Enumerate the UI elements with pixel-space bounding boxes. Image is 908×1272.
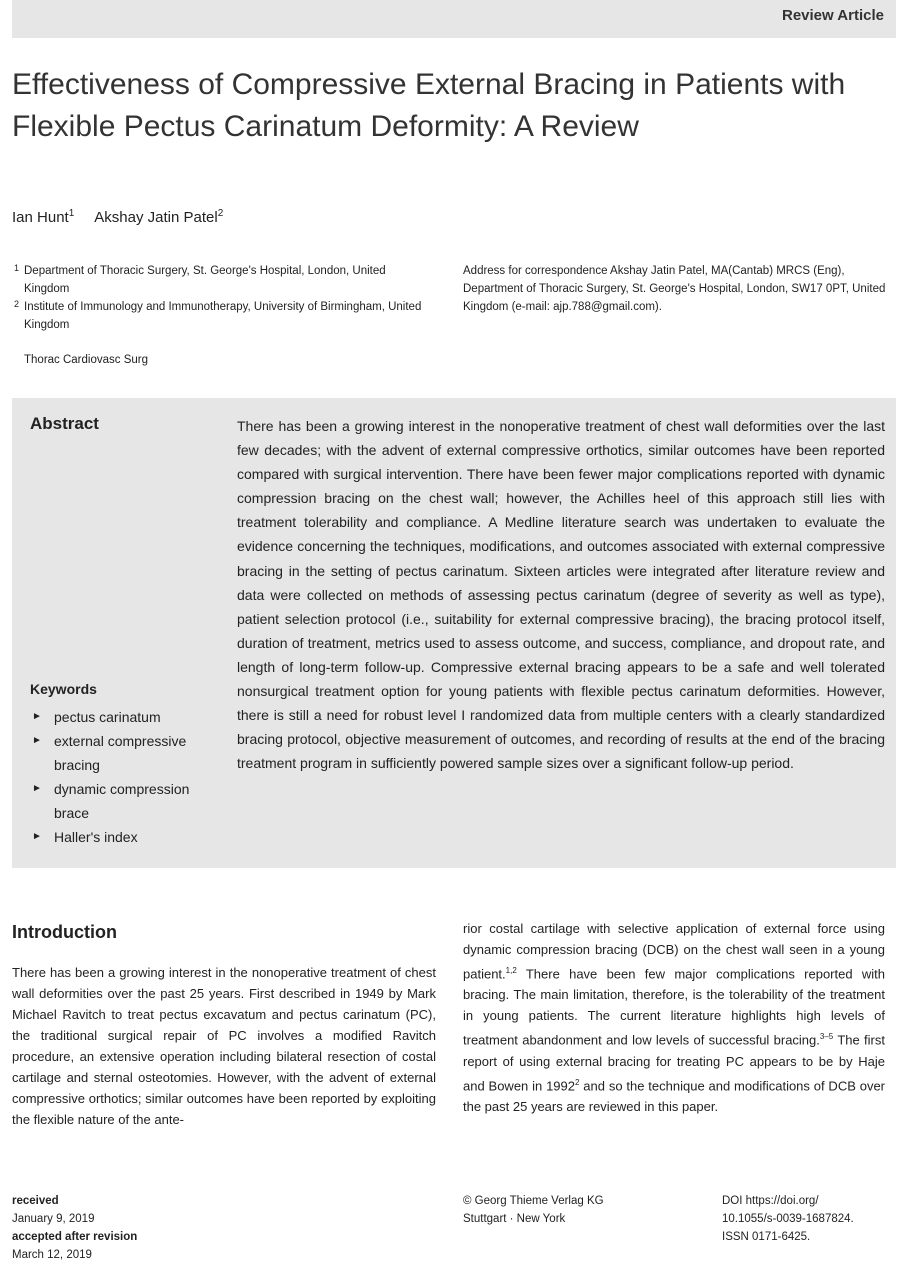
introduction-column-2 xyxy=(463,918,885,1117)
keyword-item xyxy=(32,705,222,729)
keyword-text: dynamic compression brace xyxy=(54,781,190,821)
author-affiliation-marker: 2 xyxy=(217,208,224,219)
citation-ref: 1,2 xyxy=(505,966,517,975)
article-type-label: Review Article xyxy=(782,7,884,24)
keyword-item xyxy=(32,825,222,849)
arrow-bullet-icon: ► xyxy=(32,783,42,794)
author-list xyxy=(12,208,223,226)
issn-line: ISSN 0171-6425. xyxy=(722,1231,811,1243)
citation-ref: 3–5 xyxy=(819,1032,834,1042)
author-name: Akshay Jatin Patel xyxy=(94,209,218,226)
keyword-item xyxy=(32,777,222,825)
article-title: Effectiveness of Compressive External Bracing in Patients with Flexible Pectus Carinatum Deformity: A Review xyxy=(12,68,846,143)
affiliation-item xyxy=(14,298,434,334)
intro-text-segment: and so the technique and modifications of DCB over the past 25 years are reviewed in this paper. xyxy=(463,1077,886,1114)
dates-block xyxy=(12,1192,137,1264)
affiliation-text: Institute of Immunology and Immunotherapy, University of Birmingham, United Kingdom xyxy=(24,301,422,331)
keyword-text: pectus carinatum xyxy=(54,709,161,725)
abstract-text: There has been a growing interest in the nonoperative treatment of chest wall deformities over the last few decades; with the advent of external compressive orthotics, similar outcomes have been reported compared with surgical intervention. There have been fewer major complications reported with dynamic compression bracing on the chest wall; however, the Achilles heel of this approach still lies with treatment tolerability and compliance. A Medline literature search was undertaken to evaluate the evidence concerning the techniques, modifications, and outcomes associated with external compressive bracing in the setting of pectus carinatum. Sixteen articles were integrated after literature review and data were collected on methods of assessing pectus carinatum (degree of severity as well as type), patient selection protocol (i.e., suitability for external compressive bracing), the bracing protocol itself, duration of treatment, metrics used to assess outcome, and success, compliance, and dropout rate, and length of long-term follow-up. Compressive external bracing appears to be a safe and well tolerated nonsurgical treatment option for young patients with flexible pectus carinatum deformities. However, there is still a need for robust level I randomized data from multiple centers with a clearly standardized bracing protocol, objective measurement of outcomes, and recording of results at the end of the bracing treatment program in sufficiently powered sample sizes over a significant follow-up period. xyxy=(237,418,885,772)
keywords-list xyxy=(32,705,222,849)
keywords-heading: Keywords xyxy=(30,681,97,697)
affiliation-number: 2 xyxy=(14,299,20,309)
affiliation-list xyxy=(14,262,434,334)
arrow-bullet-icon: ► xyxy=(32,711,42,722)
doi-line: 10.1055/s-0039-1687824. xyxy=(722,1213,854,1225)
affiliation-text: Department of Thoracic Surgery, St. George's Hospital, London, United Kingdom xyxy=(24,265,386,295)
affiliation-item xyxy=(14,262,434,298)
introduction-column-1: There has been a growing interest in the nonoperative treatment of chest wall deformities over the past 25 years. First described in 1949 by Mark Michael Ravitch to treat pectus excavatum and pectus carinatum (PC), the traditional surgical repair of PC involves a modified Ravitch procedure, an extensive operation including bilateral resection of costal cartilage and sternal osteotomies. However, with the advent of external compressive orthotics; similar outcomes have been reported by exploiting the flexible nature of the ante- xyxy=(12,965,436,1127)
arrow-bullet-icon: ► xyxy=(32,735,42,746)
abstract-heading: Abstract xyxy=(30,414,99,433)
accepted-label: accepted after revision xyxy=(12,1231,138,1243)
publisher-name: © Georg Thieme Verlag KG xyxy=(463,1195,604,1207)
accepted-date: March 12, 2019 xyxy=(12,1249,92,1261)
introduction-heading: Introduction xyxy=(12,922,117,942)
publisher-location: Stuttgart · New York xyxy=(463,1213,566,1225)
keyword-item xyxy=(32,729,222,777)
arrow-bullet-icon: ► xyxy=(32,831,42,842)
doi-block xyxy=(722,1192,854,1246)
author-name: Ian Hunt xyxy=(12,209,69,226)
keyword-text: external compressive bracing xyxy=(54,733,187,773)
correspondence-address: Address for correspondence Akshay Jatin Patel, MA(Cantab) MRCS (Eng), Department of Thoracic Surgery, St. George's Hospital, London, SW17 0PT, United Kingdom (e-mail: ajp.788@gmail.com). xyxy=(463,265,886,313)
intro-text-segment: The first report of using external bracing for treating PC appears to be by Haje and Bowen in 1992 xyxy=(463,1032,885,1093)
intro-text-segment: There have been few major complications reported with bracing. The main limitation, therefore, is the tolerability of the treatment in young patients. The current literature highlights high levels of treatment abandonment and low levels of successful bracing. xyxy=(463,966,885,1048)
keyword-text: Haller's index xyxy=(54,829,138,845)
doi-line: DOI https://doi.org/ xyxy=(722,1195,819,1207)
citation-ref: 2 xyxy=(575,1077,580,1087)
author-affiliation-marker: 1 xyxy=(68,208,75,219)
intro-text-segment: rior costal cartilage with selective application of external force using dynamic compression bracing (DCB) on the chest wall seen in a young patient. xyxy=(463,921,885,982)
header-bar xyxy=(12,0,896,38)
received-label: received xyxy=(12,1195,59,1207)
affiliation-number: 1 xyxy=(14,263,20,273)
publisher-block xyxy=(463,1192,604,1228)
journal-name: Thorac Cardiovasc Surg xyxy=(24,354,148,366)
received-date: January 9, 2019 xyxy=(12,1213,95,1225)
